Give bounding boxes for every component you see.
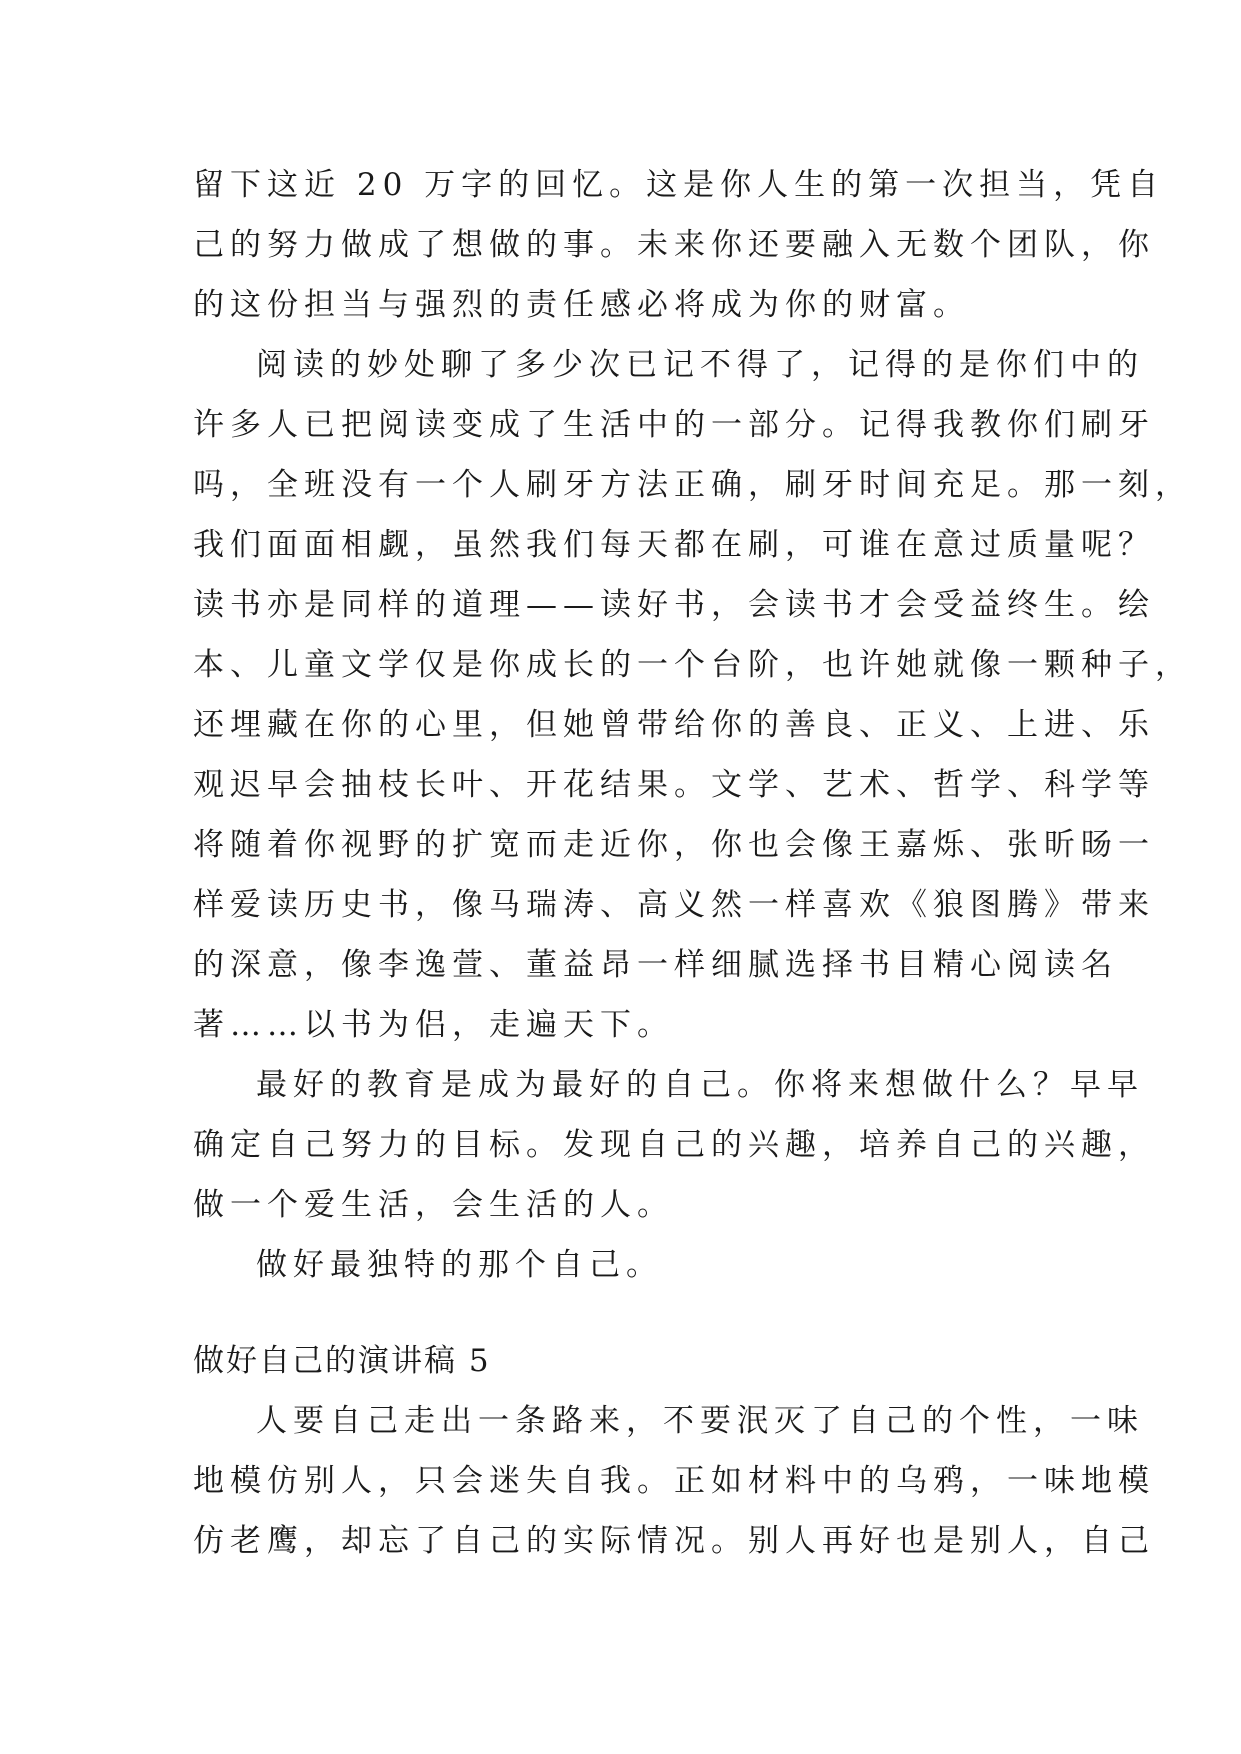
paragraph-line: 留下这近 20 万字的回忆。这是你人生的第一次担当，凭自	[193, 167, 1165, 203]
paragraph-line: 将随着你视野的扩宽而走近你，你也会像王嘉烁、张昕旸一	[193, 827, 1155, 863]
paragraph-line: 我们面面相觑，虽然我们每天都在刷，可谁在意过质量呢？	[193, 527, 1155, 563]
paragraph-line: 做一个爱生活，会生活的人。	[193, 1187, 674, 1223]
paragraph-line: 还埋藏在你的心里，但她曾带给你的善良、正义、上进、乐	[193, 707, 1155, 743]
paragraph-line: 吗，全班没有一个人刷牙方法正确，刷牙时间充足。那一刻，	[193, 467, 1192, 503]
paragraph-line: 样爱读历史书，像马瑞涛、高义然一样喜欢《狼图腾》带来	[193, 887, 1155, 923]
paragraph-line: 地模仿别人，只会迷失自我。正如材料中的乌鸦，一味地模	[193, 1463, 1155, 1499]
paragraph-line: 观迟早会抽枝长叶、开花结果。文学、艺术、哲学、科学等	[193, 767, 1155, 803]
paragraph-line: 本、儿童文学仅是你成长的一个台阶，也许她就像一颗种子，	[193, 647, 1192, 683]
paragraph-line: 做好最独特的那个自己。	[256, 1247, 663, 1283]
paragraph-line: 阅读的妙处聊了多少次已记不得了，记得的是你们中的	[256, 347, 1144, 383]
paragraph-line: 己的努力做成了想做的事。未来你还要融入无数个团队，你	[193, 227, 1155, 263]
paragraph-line: 的这份担当与强烈的责任感必将成为你的财富。	[193, 287, 970, 323]
paragraph-line: 最好的教育是成为最好的自己。你将来想做什么？早早	[256, 1067, 1144, 1103]
paragraph-line: 人要自己走出一条路来，不要泯灭了自己的个性，一味	[256, 1403, 1144, 1439]
paragraph-line: 许多人已把阅读变成了生活中的一部分。记得我教你们刷牙	[193, 407, 1155, 443]
paragraph-line: 确定自己努力的目标。发现自己的兴趣，培养自己的兴趣，	[193, 1127, 1155, 1163]
paragraph-line: 著……以书为侣，走遍天下。	[193, 1007, 674, 1043]
paragraph-line: 读书亦是同样的道理——读好书，会读书才会受益终生。绘	[193, 587, 1155, 623]
paragraph-line: 的深意，像李逸萱、董益昂一样细腻选择书目精心阅读名	[193, 947, 1118, 983]
paragraph-line: 仿老鹰，却忘了自己的实际情况。别人再好也是别人，自己	[193, 1523, 1155, 1559]
section-heading: 做好自己的演讲稿 5	[193, 1343, 491, 1379]
